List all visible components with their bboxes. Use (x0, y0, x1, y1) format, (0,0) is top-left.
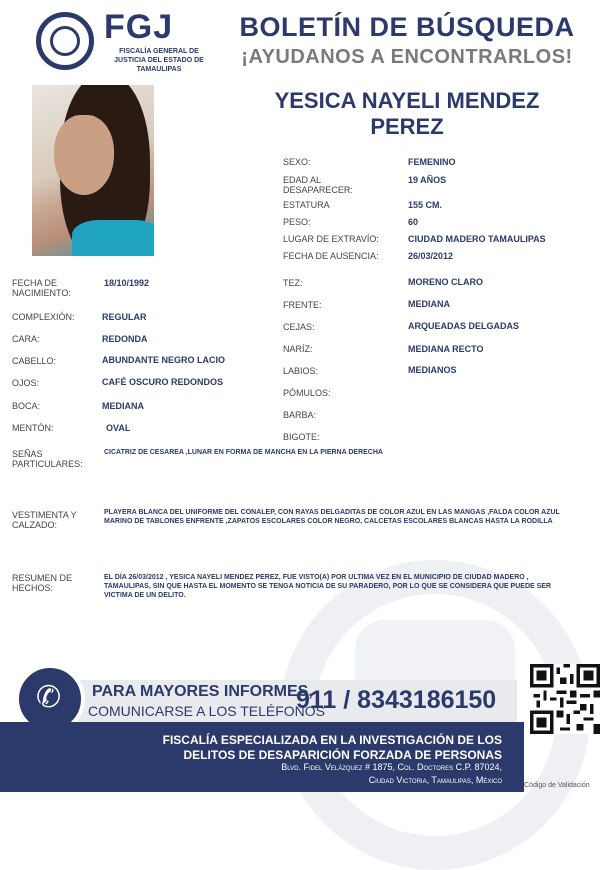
resumen-label: RESUMEN DE HECHOS: (12, 573, 73, 593)
person-name (228, 88, 586, 140)
vestimenta-label: VESTIMENTA Y CALZADO: (12, 510, 77, 530)
agency-line2: DELITOS DE DESAPARICIÓN FORZADA DE PERSONAS (183, 748, 502, 762)
logo-subtitle: FISCALÍA GENERAL DE JUSTICIA DEL ESTADO DE TAMAULIPAS (114, 48, 204, 73)
field-value: FEMENINO (408, 157, 456, 167)
field-label: OJOS: (12, 378, 40, 388)
field-label: FECHA DE AUSENCIA: (283, 251, 379, 261)
field-label: COMPLEXIÓN: (12, 312, 75, 322)
person-name-line1: YESICA NAYELI MENDEZ (274, 88, 540, 113)
qr-caption: Código de Validación (524, 782, 590, 789)
field-value: MEDIANOS (408, 365, 457, 375)
field-value: ARQUEADAS DELGADAS (408, 321, 520, 331)
person-photo (32, 85, 154, 256)
field-label: PÓMULOS: (283, 388, 331, 398)
field-label: ESTATURA (283, 200, 330, 210)
resumen-value: EL DÍA 26/03/2012 , YESICA NAYELI MENDEZ PEREZ, FUE VISTO(A) POR ULTIMA VEZ EN EL MUNICIPIO DE CIUDAD MADERO , TAMAULIPAS, SIN QUE HASTA EL MOMENTO SE TENGA NOTICIA DE SU PARADERO, POR LO QUE SE CONSIDERA QUE PUEDE SER VICTIMA DE UN DELITO. (104, 574, 552, 599)
field-value: MEDIANA (408, 299, 450, 309)
bulletin-title: BOLETÍN DE BÚSQUEDA (239, 12, 575, 42)
field-label: CEJAS: (283, 322, 315, 332)
field-value: CAFÉ OSCURO REDONDOS (102, 377, 224, 387)
field-value: REGULAR (102, 312, 147, 322)
field-value: MORENO CLARO (408, 277, 483, 287)
field-label: TEZ: (283, 278, 303, 288)
bulletin-subtitle: ¡AYUDANOS A ENCONTRARLOS! (241, 46, 573, 68)
field-value: 26/03/2012 (408, 251, 454, 261)
field-value: OVAL (106, 423, 131, 433)
field-label: SEXO: (283, 157, 311, 167)
field-value: CIUDAD MADERO TAMAULIPAS (408, 234, 546, 244)
field-label: CARA: (12, 334, 40, 344)
phone-icon: ✆ (36, 681, 62, 714)
vestimenta-value: PLAYERA BLANCA DEL UNIFORME DEL CONALEP, CON RAYAS DELGADITAS DE COLOR AZUL EN LAS MANGAS ,FALDA COLOR AZUL MARINO DE TABLONES ENFRENTE ,ZAPATOS ESCOLARES COLOR NEGRO, CALCETAS ESCOLARES BLANCAS HASTA LA RODILLA (104, 509, 560, 525)
field-label: CABELLO: (12, 356, 57, 366)
logo-text: FGJ (104, 8, 174, 46)
address-line1: Blvd. Fidel Velázquez # 1875, Col. Doctores C.P. 87024, (281, 762, 502, 772)
fgj-seal-icon (36, 12, 94, 70)
field-value: ABUNDANTE NEGRO LACIO (102, 355, 225, 365)
phone-numbers[interactable]: 911 / 8343186150 (296, 686, 497, 714)
address-line2: Ciudad Victoria, Tamaulipas, México (368, 775, 502, 785)
field-label: BARBA: (283, 410, 317, 420)
field-value: REDONDA (102, 334, 148, 344)
field-label: FRENTE: (283, 300, 322, 310)
field-label: LUGAR DE EXTRAVÍO: (283, 234, 379, 244)
field-label: FECHA DE NACIMIENTO: (12, 278, 71, 298)
info-line2: COMUNICARSE A LOS TELÉFONOS (88, 703, 326, 719)
field-value: MEDIANA RECTO (408, 344, 484, 354)
field-value: 19 AÑOS (408, 175, 447, 185)
field-label: BOCA: (12, 401, 41, 411)
person-name-line2: PEREZ (370, 114, 444, 139)
qr-code-icon[interactable] (530, 664, 600, 734)
field-label: PESO: (283, 217, 311, 227)
field-label: LABIOS: (283, 366, 319, 376)
field-value: MEDIANA (102, 401, 144, 411)
field-label: MENTÓN: (12, 423, 54, 433)
senas-value: CICATRIZ DE CESAREA ,LUNAR EN FORMA DE MANCHA EN LA PIERNA DERECHA (104, 449, 383, 456)
field-value: 155 CM. (408, 200, 443, 210)
field-label: NARÍZ: (283, 344, 313, 354)
senas-label: SEÑAS PARTICULARES: (12, 449, 83, 469)
agency-line1: FISCALÍA ESPECIALIZADA EN LA INVESTIGACIÓN DE LOS (162, 733, 502, 747)
field-label: BIGOTE: (283, 432, 320, 442)
field-value: 18/10/1992 (104, 278, 150, 288)
field-label: EDAD AL DESAPARECER: (283, 175, 353, 195)
info-line1: PARA MAYORES INFORMES, (92, 683, 313, 700)
field-value: 60 (408, 217, 419, 227)
